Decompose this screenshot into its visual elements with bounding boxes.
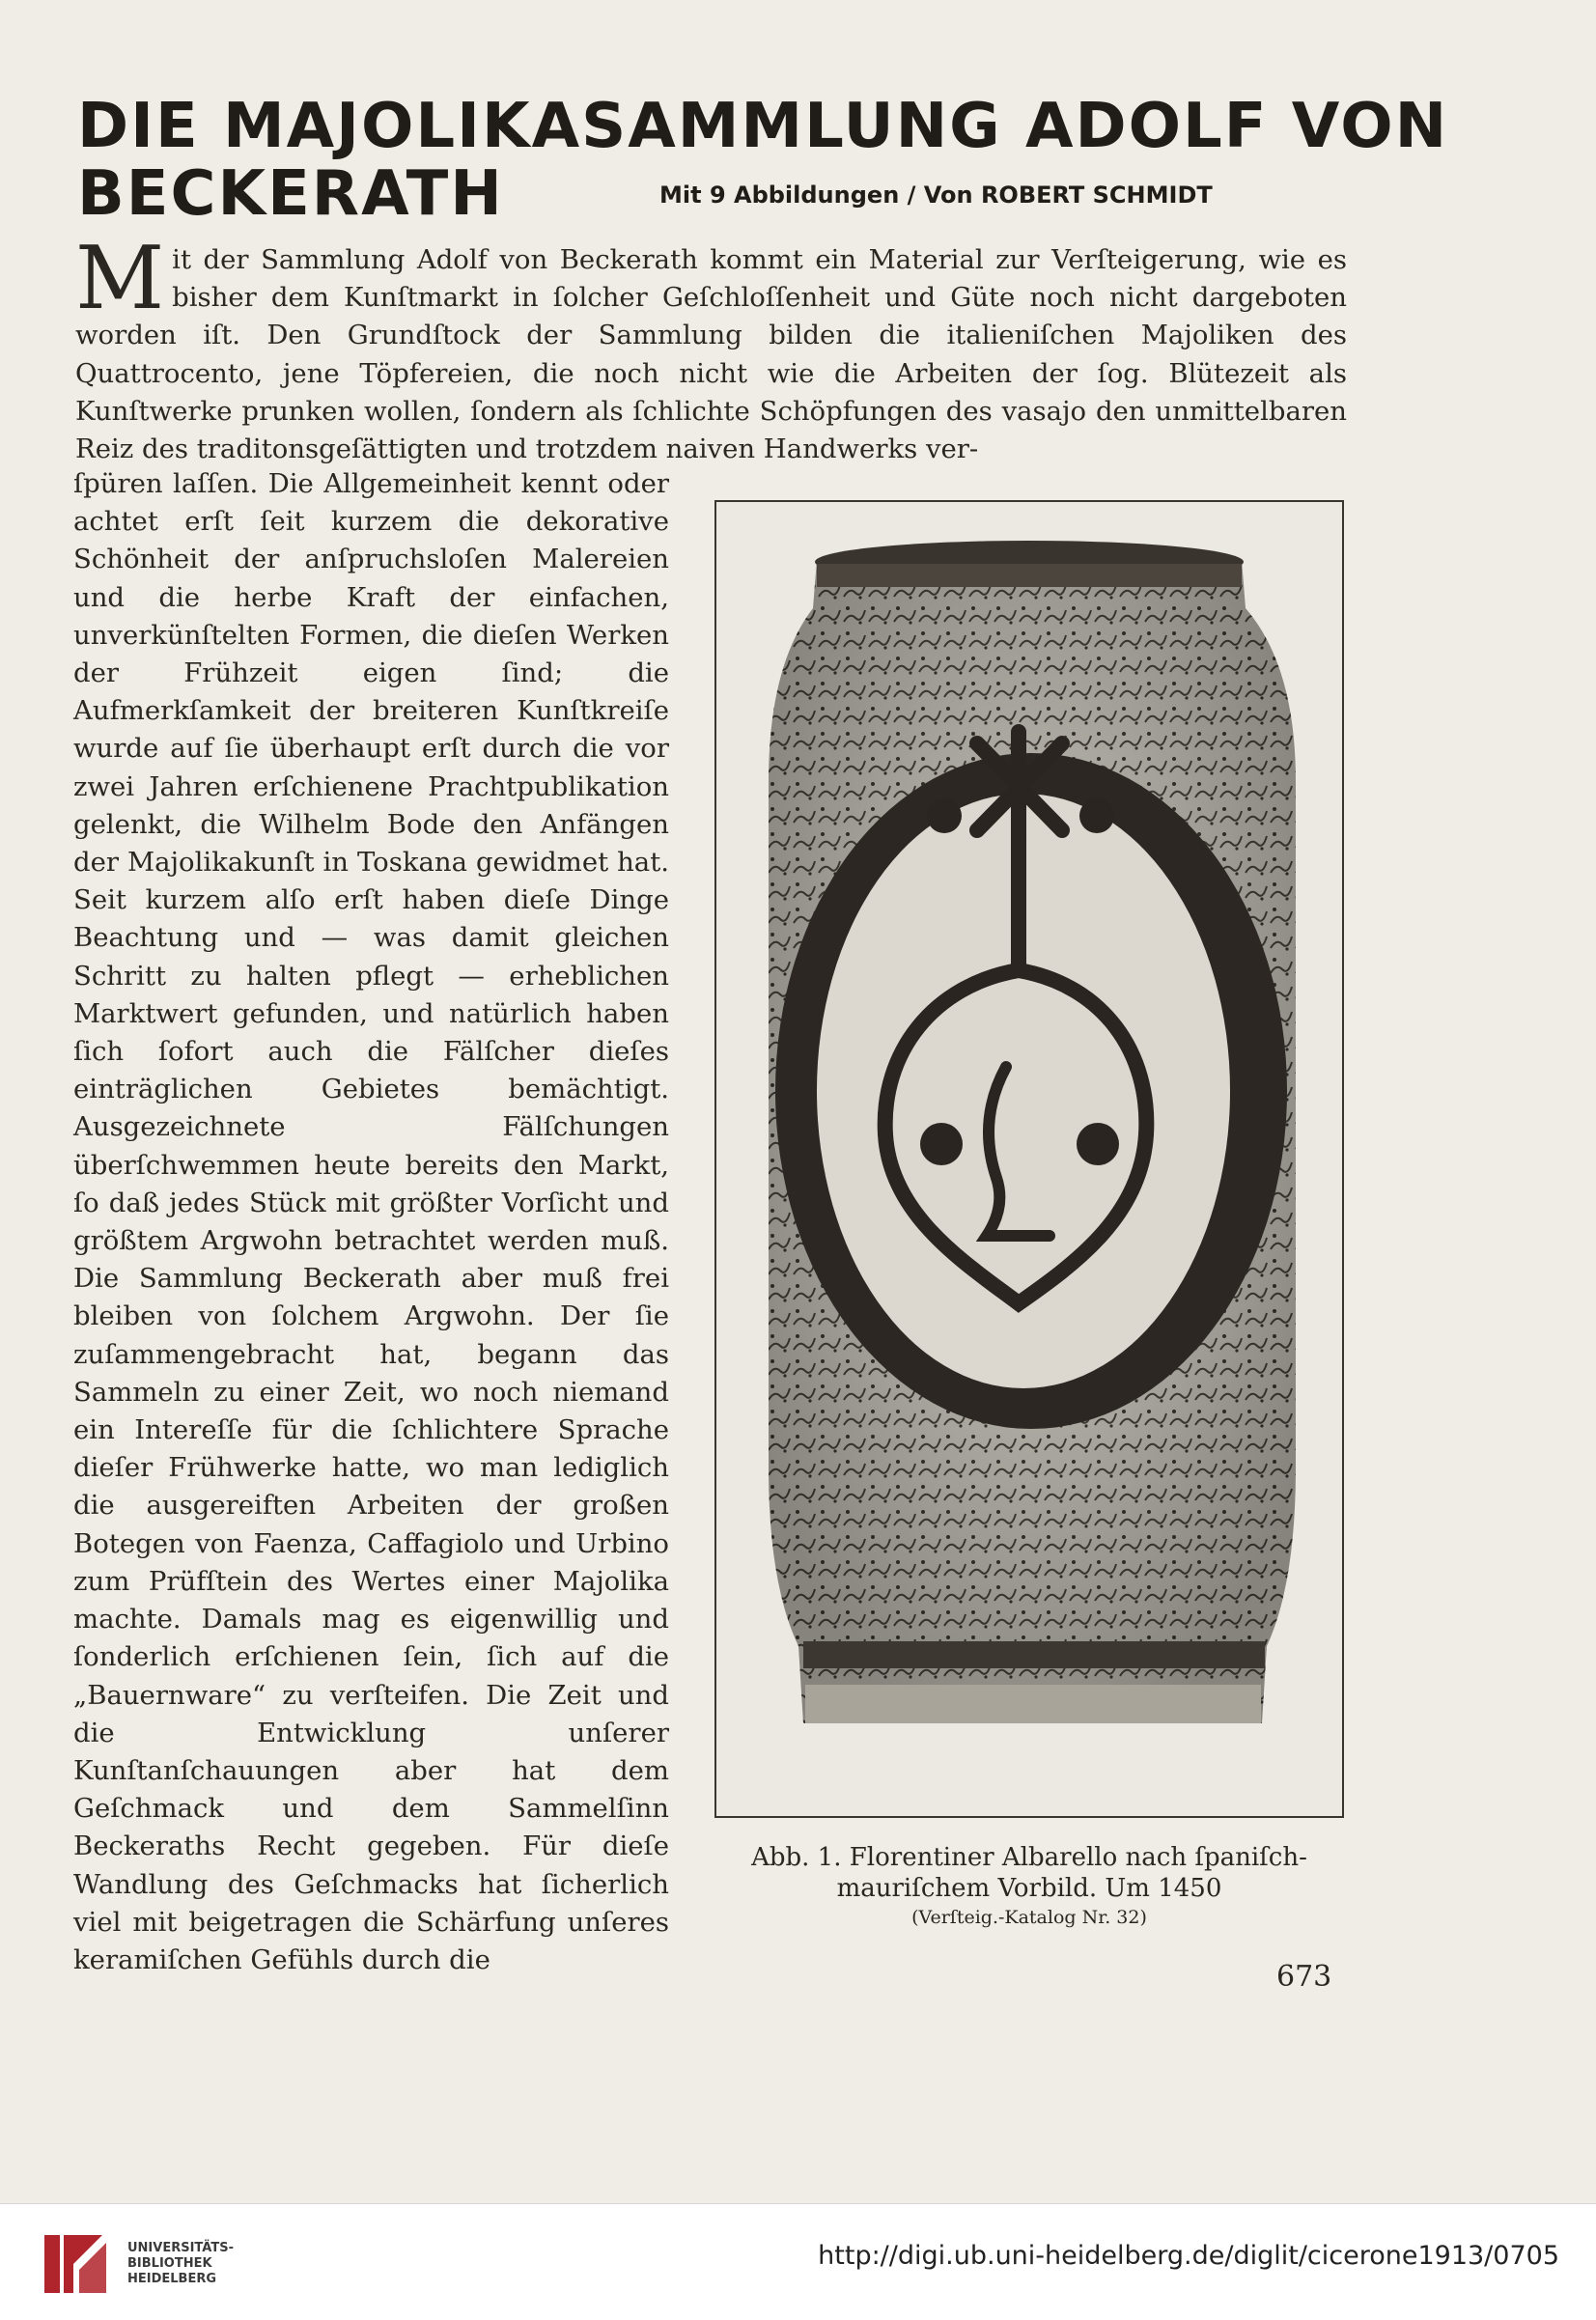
figure-image-frame — [714, 500, 1344, 1818]
caption-line-1: Abb. 1. Florentiner Albarello nach ſpaniſch- — [751, 1843, 1307, 1872]
source-url-link[interactable]: http://digi.ub.uni-heidelberg.de/diglit/cicerone1913/0705 — [818, 2241, 1559, 2271]
albarello-vase-image — [716, 502, 1342, 1816]
intro-paragraph — [75, 228, 1347, 468]
title-line-2: BECKERATH — [77, 158, 504, 230]
library-name-line-2: BIBLIOTHEK — [127, 2256, 212, 2271]
column-text: ſpüren laſſen. Die Allgemeinheit kennt oder achtet erſt ſeit kurzem die dekorative Schönheit der anſpruchsloſen Malereien und die herbe Kraft der einfachen, unverkünſtelten Formen, die dieſen Werken der Frühzeit eigen ſind; die Aufmerkſamkeit der breiteren Kunſtkreiſe wurde auf ſie überhaupt erſt durch die vor zwei Jahren erſchienene Prachtpublikation gelenkt, die Wilhelm Bode den Anfängen der Majolikakunſt in Toskana gewidmet hat. Seit kurzem alſo erſt haben dieſe Dinge Beachtung und — was damit gleichen Schritt zu halten pflegt — erheblichen Marktwert gefunden, und natürlich haben ſich ſofort auch die Fälſcher dieſes einträglichen Gebietes bemächtigt. Ausgezeichnete Fälſchungen überſchwemmen heute bereits den Markt, ſo daß jedes Stück mit größter Vorſicht und größtem Argwohn betrachtet werden muß. Die Sammlung Beckerath aber muß frei bleiben von ſolchem Argwohn. Der ſie zuſammengebracht hat, begann das Sammeln zu einer Zeit, wo noch niemand ein Intereſſe für die ſchlichtere Sprache dieſer Frühwerke hatte, wo man lediglich die ausgereiften Arbeiten der großen Botegen von Faenza, Caffagiolo und Urbino zum Prüfſtein des Wertes einer Majolika machte. Damals mag es eigenwillig und ſonderlich erſchienen ſein, ſich auf die „Bauernware“ zu verſteifen. Die Zeit und die Entwicklung unſerer Kunſtanſchauungen aber hat dem Geſchmack und dem Sammelſinn Beckeraths Recht gegeben. Für dieſe Wandlung des Geſchmacks hat ſicherlich viel mit beigetragen die Schärfung unſeres keramiſchen Gefühls durch die — [73, 468, 669, 1975]
page-number: 673 — [1276, 1960, 1332, 1994]
library-logo-icon — [35, 2222, 116, 2303]
drop-cap: M — [75, 228, 165, 329]
library-name-line-1: UNIVERSITÄTS- — [127, 2241, 234, 2255]
figure-caption — [714, 1842, 1344, 1931]
library-name-line-3: HEIDELBERG — [127, 2272, 217, 2286]
intro-text: it der Sammlung Adolf von Beckerath kommt ein Material zur Verſteigerung, wie es bisher dem Kunſtmarkt in ſolcher Geſchloſſenheit und Güte noch nicht dargeboten worden iſt. Den Grundſtock der Sammlung bilden die italieniſchen Majoliken des Quattrocento, jene Töpfereien, die noch nicht wie die Arbeiten der ſog. Blütezeit als Kunſtwerke prunken wollen, ſondern als ſchlichte Schöpfungen des vasajo den unmittelbaren Reiz des traditonsgeſättigten und trotzdem naiven Handwerks ver- — [75, 244, 1347, 465]
library-footer-bar — [0, 2203, 1596, 2320]
library-name — [127, 2241, 234, 2287]
caption-catalog-ref: (Verſteig.-Katalog Nr. 32) — [911, 1907, 1147, 1928]
caption-line-2: mauriſchem Vorbild. Um 1450 — [836, 1874, 1222, 1903]
byline: Mit 9 Abbildungen / Von ROBERT SCHMIDT — [659, 182, 1213, 209]
body-column — [73, 465, 669, 1979]
title-line-1: DIE MAJOLIKASAMMLUNG ADOLF VON — [77, 91, 1449, 162]
